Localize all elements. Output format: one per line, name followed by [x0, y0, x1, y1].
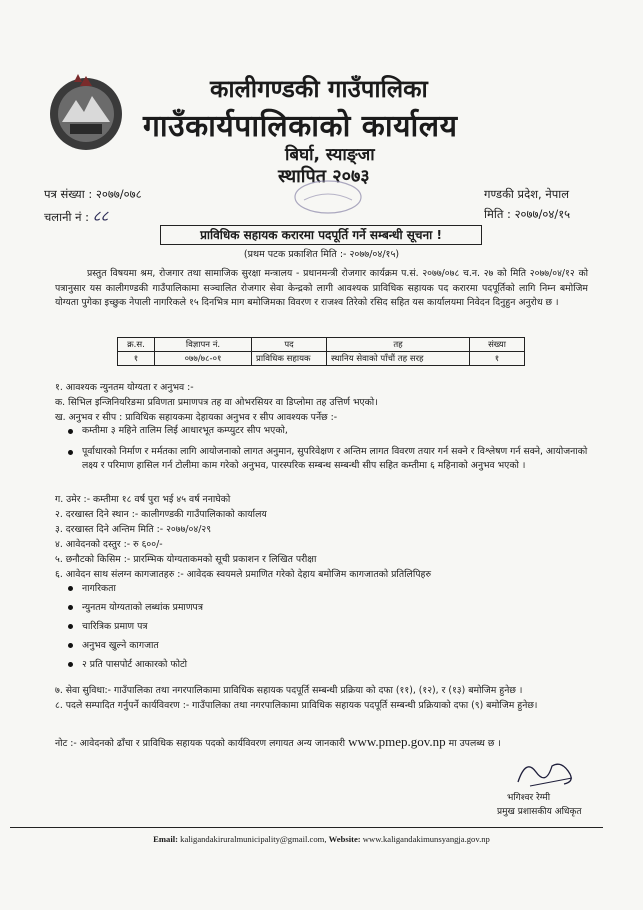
- bullet-icon: [68, 643, 73, 648]
- requirement-2: २. दरखास्त दिने स्थान :- कालीगण्डकी गाउँपालिकाको कार्यालय: [55, 509, 267, 520]
- requirement-1a: क. सिभिल इन्जिनियरिङमा प्रविणता प्रमाणपत्र तह वा ओभरसियर वा डिप्लोमा तह उत्तिर्ण भएको।: [55, 397, 378, 408]
- table-header: तह: [327, 338, 470, 352]
- website-label: Website:: [328, 834, 361, 844]
- pmep-link[interactable]: www.pmep.gov.np: [348, 734, 446, 749]
- table-header: क्र.स.: [118, 338, 155, 352]
- bullet-icon: [68, 450, 73, 455]
- document-item: अनुभव खुल्ने कागजात: [82, 640, 159, 651]
- vacancy-table: [117, 337, 525, 366]
- intro-paragraph: प्रस्तुत विषयमा श्रम, रोजगार तथा सामाजिक सुरक्षा मन्त्रालय - प्रधानमन्त्री रोजगार कार्यक्रम प.सं. २०७७/०७८ च.न. २७ को मिति २०७७/०४/१२ को पत्रानुसार यस कालीगण्डकी गाउँपालिकामा सञ्चालित रोजगार सेवा केन्द्रको लागी आवश्यक प्राविधिक सहायक पद करारमा पदपूर्तिको लागि निम्न बमोजिम योग्यता पुगेका इच्छुक नेपाली नागरिकले १५ दिनभित्र माग बमोजिमका विवरण र राजश्व तिरेको रसिद सहित यस कार्यालयमा निवेदन दिनुहुन अनुरोध छ ।: [55, 268, 588, 308]
- email-link[interactable]: kaligandakiruralmunicipality@gmail.com,: [180, 834, 327, 844]
- requirement-1c: ग. उमेर :- कम्तीमा १८ वर्ष पुरा भई ४५ वर्ष ननाघेको: [55, 494, 231, 505]
- dispatch-number: [44, 206, 108, 226]
- nepal-emblem-icon: [44, 70, 128, 154]
- bullet-icon: [68, 605, 73, 610]
- letter-number: पत्र संख्या : २०७७/०७८: [44, 187, 142, 201]
- notice-subtitle: (प्रथम पटक प्रकाशित मिति :- २०७७/०४/१५): [243, 249, 400, 260]
- skill-bullet-1: कम्तीमा ३ महिने तालिम लिई आधारभूत कम्प्युटर सीप भएको,: [82, 425, 288, 436]
- office-place: बिर्घा, स्याङ्जा: [285, 145, 375, 165]
- notice-title: प्राविधिक सहायक करारमा पदपूर्ति गर्ने सम्बन्धी सूचना !: [160, 225, 482, 245]
- requirement-1b: ख. अनुभव र सीप : प्राविधिक सहायकमा देहायका अनुभव र सीप आवश्यक पर्नेछ :-: [55, 412, 338, 423]
- table-cell: स्थानिय सेवाको पाँचौं तह सरह: [327, 352, 470, 366]
- table-row: [118, 352, 525, 366]
- issue-date: मिति : २०७७/०४/१५: [484, 207, 571, 221]
- table-header: पद: [252, 338, 327, 352]
- requirement-1: १. आवश्यक न्युनतम योग्यता र अनुभव :-: [55, 382, 194, 393]
- table-header: विज्ञापन नं.: [155, 338, 252, 352]
- established-year: स्थापित २०७३: [278, 166, 370, 187]
- footer-divider: [10, 827, 603, 828]
- bullet-icon: [68, 429, 73, 434]
- bullet-icon: [68, 662, 73, 667]
- requirement-4: ४. आवेदनको दस्तुर :- रु ६००/-: [55, 539, 163, 550]
- office-stamp: [292, 178, 364, 216]
- table-cell: प्राविधिक सहायक: [252, 352, 327, 366]
- table-cell: १: [470, 352, 525, 366]
- skill-bullet-2: पूर्वाधारको निर्माण र मर्मतका लागि आयोजनाको लागत अनुमान, सुपरिवेक्षण र अन्तिम लागत विवरण तयार गर्न सक्ने र विश्लेषण गर्न सक्ने, आयोजनाको लक्ष्य र परिमाण हासिल गर्न टोलीमा काम गरेको अनुभव, पारस्परिक सम्बन्ध सम्बन्धी सीप सहित कम्तीमा ६ महिनाको अनुभव भएको ।: [82, 446, 588, 471]
- table-header: संख्या: [470, 338, 525, 352]
- note-line: [55, 734, 501, 750]
- footer-contact: [0, 834, 643, 844]
- document-item: नागरिकता: [82, 583, 116, 594]
- handwritten-signature: [512, 752, 582, 792]
- bullet-icon: [68, 586, 73, 591]
- requirement-3: ३. दरखास्त दिने अन्तिम मिति :- २०७७/०४/२९: [55, 524, 212, 535]
- table-header-row: [118, 338, 525, 352]
- requirement-6: ६. आवेदन साथ संलग्न कागजातहरु :- आवेदक स्वयमले प्रमाणित गरेको देहाय बमोजिम कागजातको प्रतिलिपिहरु: [55, 569, 432, 580]
- requirement-8: ८. पदले सम्पादित गर्नुपर्ने कार्यविवरण :- गाउँपालिका तथा नगरपालिकामा प्राविधिक सहायक पदपूर्ति सम्बन्धी प्रक्रियाको दफा (९) बमोजिम हुनेछ।: [55, 700, 538, 711]
- dispatch-label: चलानी नं :: [44, 210, 90, 224]
- document-item: चारित्रिक प्रमाण पत्र: [82, 621, 148, 632]
- website-link[interactable]: www.kaligandakimunsyangja.gov.np: [362, 834, 490, 844]
- note-suffix: मा उपलब्ध छ ।: [448, 738, 501, 749]
- province-label: गण्डकी प्रदेश, नेपाल: [484, 187, 570, 201]
- dispatch-handwritten: ८८: [92, 207, 109, 225]
- signatory-name: भगिश्वर रेग्मी: [507, 793, 551, 803]
- document-item: न्युनतम योग्यताको लब्धांक प्रमाणपत्र: [82, 602, 203, 613]
- table-cell: ०७७/७८-०१: [155, 352, 252, 366]
- requirement-7: ७. सेवा सुविधा:- गाउँपालिका तथा नगरपालिकामा प्राविधिक सहायक पदपूर्ति सम्बन्धी प्रक्रिया को दफा (११), (१२), र (१३) बमोजिम हुनेछ ।: [55, 685, 523, 696]
- note-text: नोट :- आवेदनको ढाँचा र प्राविधिक सहायक पदको कार्यविवरण लगायत अन्य जानकारी: [55, 738, 346, 749]
- document-item: २ प्रति पासपोर्ट आकारको फोटो: [82, 659, 188, 670]
- signatory-role: प्रमुख प्रशासकीय अधिकृत: [497, 807, 582, 817]
- email-label: Email:: [153, 834, 178, 844]
- municipality-name: कालीगण्डकी गाउँपालिका: [210, 75, 428, 103]
- office-name: गाउँकार्यपालिकाको कार्यालय: [143, 109, 458, 144]
- bullet-icon: [68, 624, 73, 629]
- requirement-5: ५. छनौटको किसिम :- प्रारम्भिक योग्यताकमको सूची प्रकाशन र लिखित परीक्षा: [55, 554, 317, 565]
- table-cell: १: [118, 352, 155, 366]
